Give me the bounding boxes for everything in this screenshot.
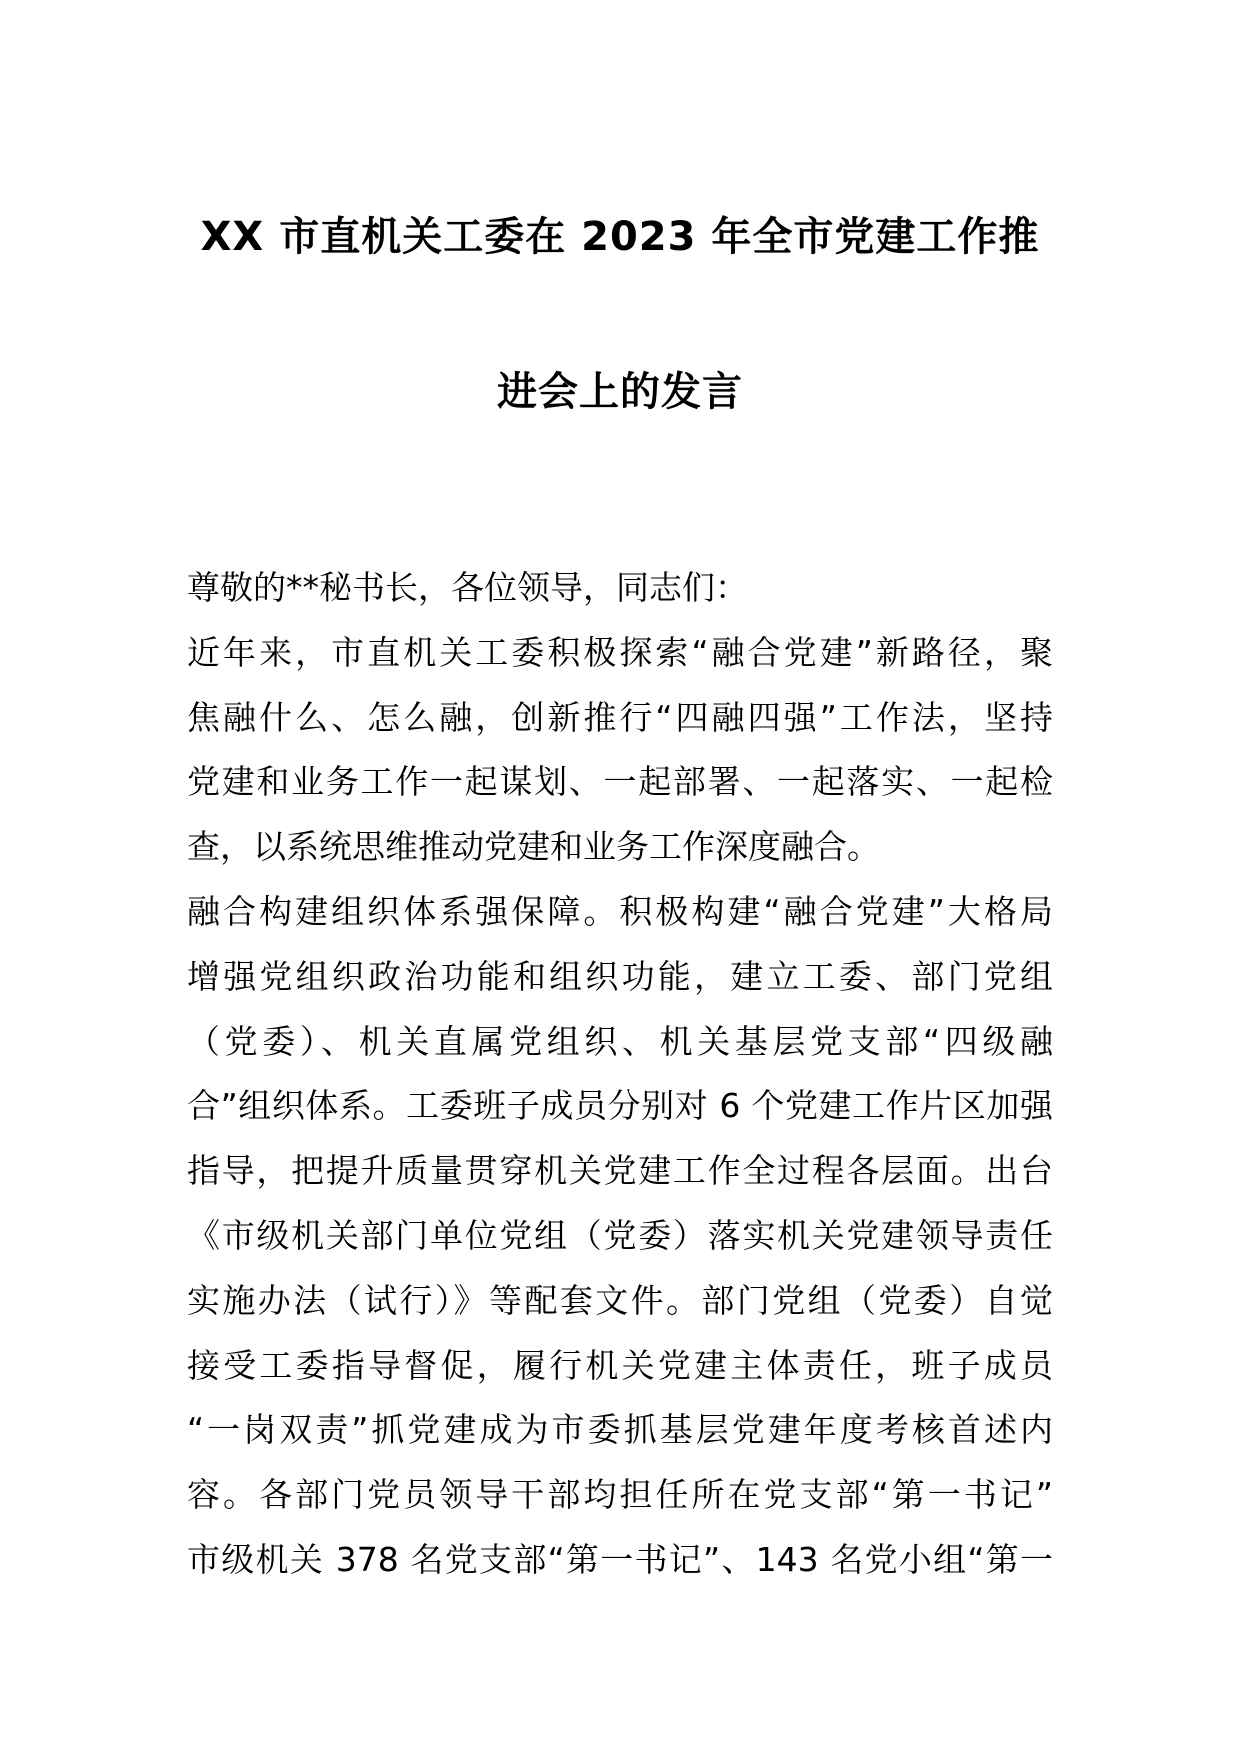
body-line: 增强党组织政治功能和组织功能，建立工委、部门党组 <box>187 956 1053 996</box>
body-line: 合”组织体系。工委班子成员分别对 6 个党建工作片区加强 <box>187 1086 1053 1126</box>
body-line: 党建和业务工作一起谋划、一起部署、一起落实、一起检 <box>187 762 1053 802</box>
body-line: 实施办法（试行）》等配套文件。部门党组（党委）自觉 <box>187 1280 1053 1320</box>
document-title-line-1: XX 市直机关工委在 2023 年全市党建工作推 <box>200 214 1040 260</box>
body-line: 接受工委指导督促，履行机关党建主体责任，班子成员 <box>187 1345 1053 1385</box>
body-line: 指导，把提升质量贯穿机关党建工作全过程各层面。出台 <box>187 1151 1053 1191</box>
document-body <box>187 556 1053 1593</box>
salutation-line: 尊敬的**秘书长，各位领导，同志们： <box>187 568 748 607</box>
body-line: 近年来，市直机关工委积极探索“融合党建”新路径，聚 <box>187 632 1053 672</box>
body-line: 《市级机关部门单位党组（党委）落实机关党建领导责任 <box>187 1215 1053 1255</box>
body-line: （党委）、机关直属党组织、机关基层党支部“四级融 <box>187 1021 1053 1061</box>
document-title-line-2: 进会上的发言 <box>497 369 743 415</box>
body-line: 焦融什么、怎么融，创新推行“四融四强”工作法，坚持 <box>187 697 1053 737</box>
body-line: “一岗双责”抓党建成为市委抓基层党建年度考核首述内 <box>187 1410 1053 1450</box>
body-line: 查，以系统思维推动党建和业务工作深度融合。 <box>187 827 880 867</box>
body-line: 融合构建组织体系强保障。积极构建“融合党建”大格局 <box>187 891 1053 931</box>
body-line: 容。各部门党员领导干部均担任所在党支部“第一书记” <box>187 1475 1053 1515</box>
body-line: 市级机关 378 名党支部“第一书记”、143 名党小组“第一 <box>187 1539 1053 1579</box>
